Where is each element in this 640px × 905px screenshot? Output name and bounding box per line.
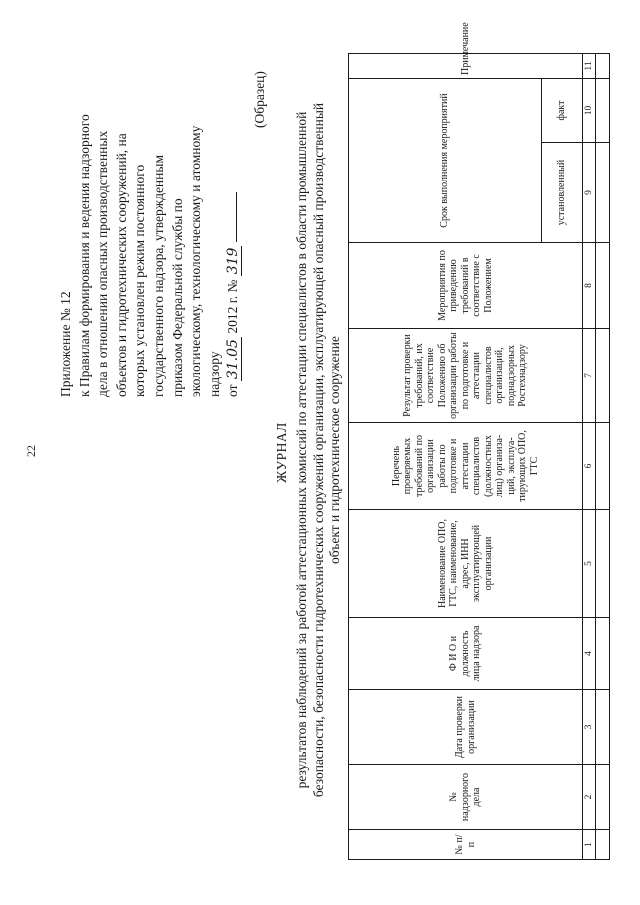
table-header-row — [349, 53, 542, 859]
table-cell — [596, 830, 610, 860]
appendix-line: приказом Федеральной службы по — [169, 198, 185, 397]
subtitle-line: объект и гидротехническое сооружение — [327, 336, 342, 564]
table-cell — [596, 78, 610, 142]
handwritten-order-number: 319 — [225, 247, 242, 275]
column-number: 11 — [583, 53, 596, 78]
column-number: 8 — [583, 243, 596, 329]
header-cell-measures: Мероприятия по приведению требований в соответствие с Положением — [349, 243, 583, 329]
column-number: 7 — [583, 329, 596, 423]
appendix-line: дела в отношении опасных производственных — [95, 130, 111, 397]
header-cell-object-name: Наименование ОПО, ГТС, наименование, адрес, ИНН эксплуатирующей организации — [349, 510, 583, 618]
table-cell — [596, 690, 610, 765]
table-cell — [596, 143, 610, 243]
column-number: 5 — [583, 510, 596, 618]
appendix-date-line — [224, 67, 243, 397]
column-number: 10 — [583, 78, 596, 142]
table-cell — [596, 510, 610, 618]
handwritten-date: 31.05 — [225, 339, 242, 380]
header-cell-deadline-set: установленный — [542, 143, 583, 243]
appendix-block — [57, 67, 243, 397]
appendix-line: Приложение № 12 — [58, 291, 73, 397]
journal-title: ЖУРНАЛ — [274, 422, 289, 483]
table-row — [596, 53, 610, 859]
column-number: 6 — [583, 423, 596, 510]
header-cell-inspector: Ф И О и должность лица надзора — [349, 618, 583, 690]
subtitle-line: безопасности, безопасности гидротехнических сооружений организации, эксплуатирующей опасный производственный — [310, 102, 326, 798]
column-number: 2 — [583, 765, 596, 830]
column-number-row — [583, 53, 596, 859]
table-cell — [596, 618, 610, 690]
appendix-line: надзору — [206, 351, 222, 397]
header-cell-deadline-actual: факт — [542, 78, 583, 142]
appendix-line: объектов и гидротехнических сооружений, на — [113, 133, 129, 397]
header-cell-case-number: № надзорного дела — [349, 765, 583, 830]
date-year: 2012 г. № — [225, 279, 241, 334]
header-cell-check-date: Дата проверки организации — [349, 690, 583, 765]
appendix-line: государственного надзора, утвержденным — [150, 155, 166, 397]
column-number: 9 — [583, 143, 596, 243]
table-cell — [596, 329, 610, 423]
subtitle-line: результатов наблюдений за работой аттестационных комиссий по аттестации специалистов в области промышленной — [294, 111, 309, 789]
column-number: 1 — [583, 830, 596, 860]
table-cell — [596, 423, 610, 510]
date-underline — [225, 192, 237, 242]
page-number: 22 — [24, 445, 38, 457]
header-cell-check-result: Результат проверки требований, их соответствие Положению об организации работы по подготовке и аттестации специалистов организаций, поднадзорных Ростехнадзору — [349, 329, 583, 423]
appendix-line: к Правилам формирования и ведения надзорного — [76, 114, 92, 397]
column-number: 4 — [583, 618, 596, 690]
sample-label: (Образец) — [252, 71, 267, 128]
journal-subtitle — [294, 55, 344, 845]
table-cell — [596, 53, 610, 78]
table-cell — [596, 765, 610, 830]
date-prefix: от — [225, 384, 241, 397]
table-cell — [596, 243, 610, 329]
header-cell-number: № п/п — [349, 830, 583, 860]
appendix-line: экологическому, технологическому и атомному — [188, 125, 204, 397]
header-cell-requirements-list: Перечень проверяемых требований по организации работы по подготовке и аттестации специалистов (должностных лиц) организа-ций, эксплуа-тирующих ОПО, ГТС — [349, 423, 583, 510]
journal-table — [348, 22, 610, 860]
appendix-line: которых установлен режим постоянного — [132, 164, 148, 397]
header-cell-note: Примечание — [349, 53, 583, 78]
header-cell-deadline-group: Срок выполнения мероприятий — [349, 78, 542, 242]
column-number: 3 — [583, 690, 596, 765]
